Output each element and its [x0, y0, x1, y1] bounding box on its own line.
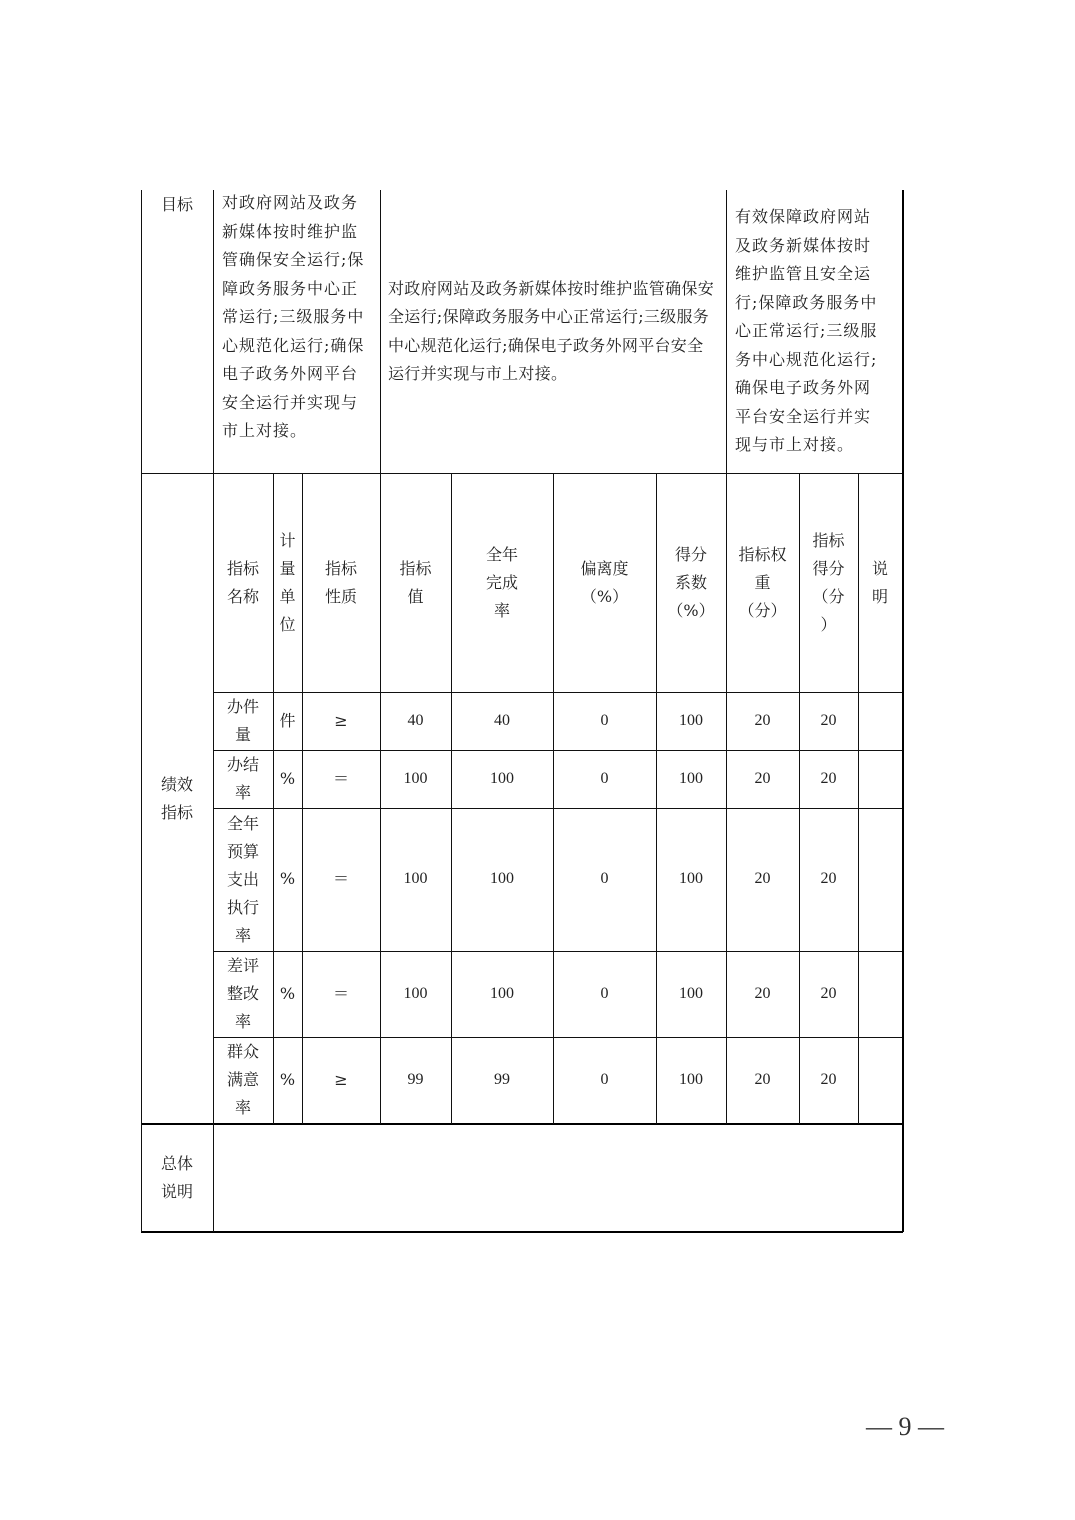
row-completion: 100 — [490, 984, 514, 1002]
row-coefficient: 100 — [679, 711, 703, 729]
goal-text-col3: 有效保障政府网站及政务新媒体按时维护监管且安全运行;保障政务服务中心正常运行;三级服务中心规范化运行;确保电子政务外网平台安全运行并实现与市上对接。 — [735, 207, 878, 454]
row-nature: ＝ — [332, 869, 349, 889]
header-nature: 指标 性质 — [324, 558, 357, 606]
row-score: 20 — [820, 870, 837, 888]
row-unit: % — [279, 768, 296, 788]
header-score: 指标 得分 （分 ） — [812, 530, 845, 634]
row-completion: 100 — [490, 870, 514, 888]
row-indicator-name: 差评 整改 率 — [226, 956, 259, 1031]
goal-text-col1: 对政府网站及政务新媒体按时维护监管确保安全运行;保障政务服务中心正常运行;三级服务中心规范化运行;确保电子政务外网平台安全运行并实现与市上对接。 — [222, 193, 365, 440]
row-completion: 100 — [490, 769, 514, 787]
row-nature: ≥ — [334, 1069, 348, 1089]
row-indicator-name: 办结 率 — [226, 755, 259, 802]
row-nature: ＝ — [332, 983, 349, 1003]
row-indicator-name: 群众 满意 率 — [226, 1042, 259, 1117]
row-value: 99 — [407, 1070, 424, 1088]
row-completion: 40 — [494, 711, 510, 729]
row-coefficient: 100 — [679, 1070, 703, 1088]
row-weight: 20 — [754, 711, 771, 729]
header-unit: 计 量 单 位 — [279, 530, 296, 634]
row-note — [858, 808, 902, 951]
row-coefficient: 100 — [679, 984, 703, 1002]
goal-text-col2-body: 对政府网站及政务新媒体按时维护监管确保安全运行;保障政务服务中心正常运行;三级服务中心规范化运行;确保电子政务外网平台安全运行并实现与市上对接。 — [388, 278, 715, 383]
row-indicator-name: 办件 量 — [226, 697, 259, 744]
row-value: 40 — [407, 711, 424, 729]
header-weight: 指标权 重 （分） — [738, 544, 787, 620]
row-indicator-name: 全年 预算 支出 执行 率 — [226, 813, 259, 945]
row-coefficient: 100 — [679, 769, 703, 787]
summary-content — [214, 1125, 902, 1231]
row-note — [858, 750, 902, 808]
row-note — [858, 1037, 902, 1123]
header-deviation: 偏离度 （%） — [580, 558, 629, 606]
row-nature: ＝ — [332, 768, 349, 788]
row-value: 100 — [403, 984, 428, 1002]
row-score: 20 — [820, 769, 837, 787]
summary-label: 总体 说明 — [160, 1154, 193, 1201]
header-value: 指标 值 — [399, 558, 432, 606]
row-weight: 20 — [754, 1070, 771, 1088]
row-score: 20 — [820, 1070, 837, 1088]
row-deviation: 0 — [600, 711, 609, 729]
page-number: — 9 — — [866, 1412, 944, 1441]
performance-label: 绩效 指标 — [160, 774, 193, 822]
row-score: 20 — [820, 711, 837, 729]
row-nature: ≥ — [334, 710, 348, 730]
row-coefficient: 100 — [679, 870, 703, 888]
row-deviation: 0 — [600, 769, 609, 787]
row-unit: 件 — [279, 710, 296, 730]
goal-text-col2 — [380, 190, 726, 473]
row-note — [858, 951, 902, 1037]
row-weight: 20 — [754, 984, 771, 1002]
row-note — [858, 692, 902, 750]
header-completion-rate: 全年 完成 率 — [485, 544, 518, 620]
row-unit: % — [279, 1069, 296, 1089]
header-score-coefficient: 得分 系数 （%） — [667, 544, 715, 620]
row-weight: 20 — [754, 769, 771, 787]
goal-label: 目标 — [160, 195, 193, 214]
row-completion: 99 — [494, 1070, 510, 1088]
row-deviation: 0 — [600, 870, 609, 888]
row-value: 100 — [403, 769, 428, 787]
header-indicator-name: 指标 名称 — [226, 558, 259, 606]
row-deviation: 0 — [600, 984, 609, 1002]
row-value: 100 — [403, 870, 428, 888]
row-deviation: 0 — [600, 1070, 609, 1088]
row-weight: 20 — [754, 870, 771, 888]
row-score: 20 — [820, 984, 837, 1002]
header-note: 说 明 — [871, 558, 888, 606]
row-unit: % — [279, 869, 296, 889]
row-unit: % — [279, 983, 296, 1003]
